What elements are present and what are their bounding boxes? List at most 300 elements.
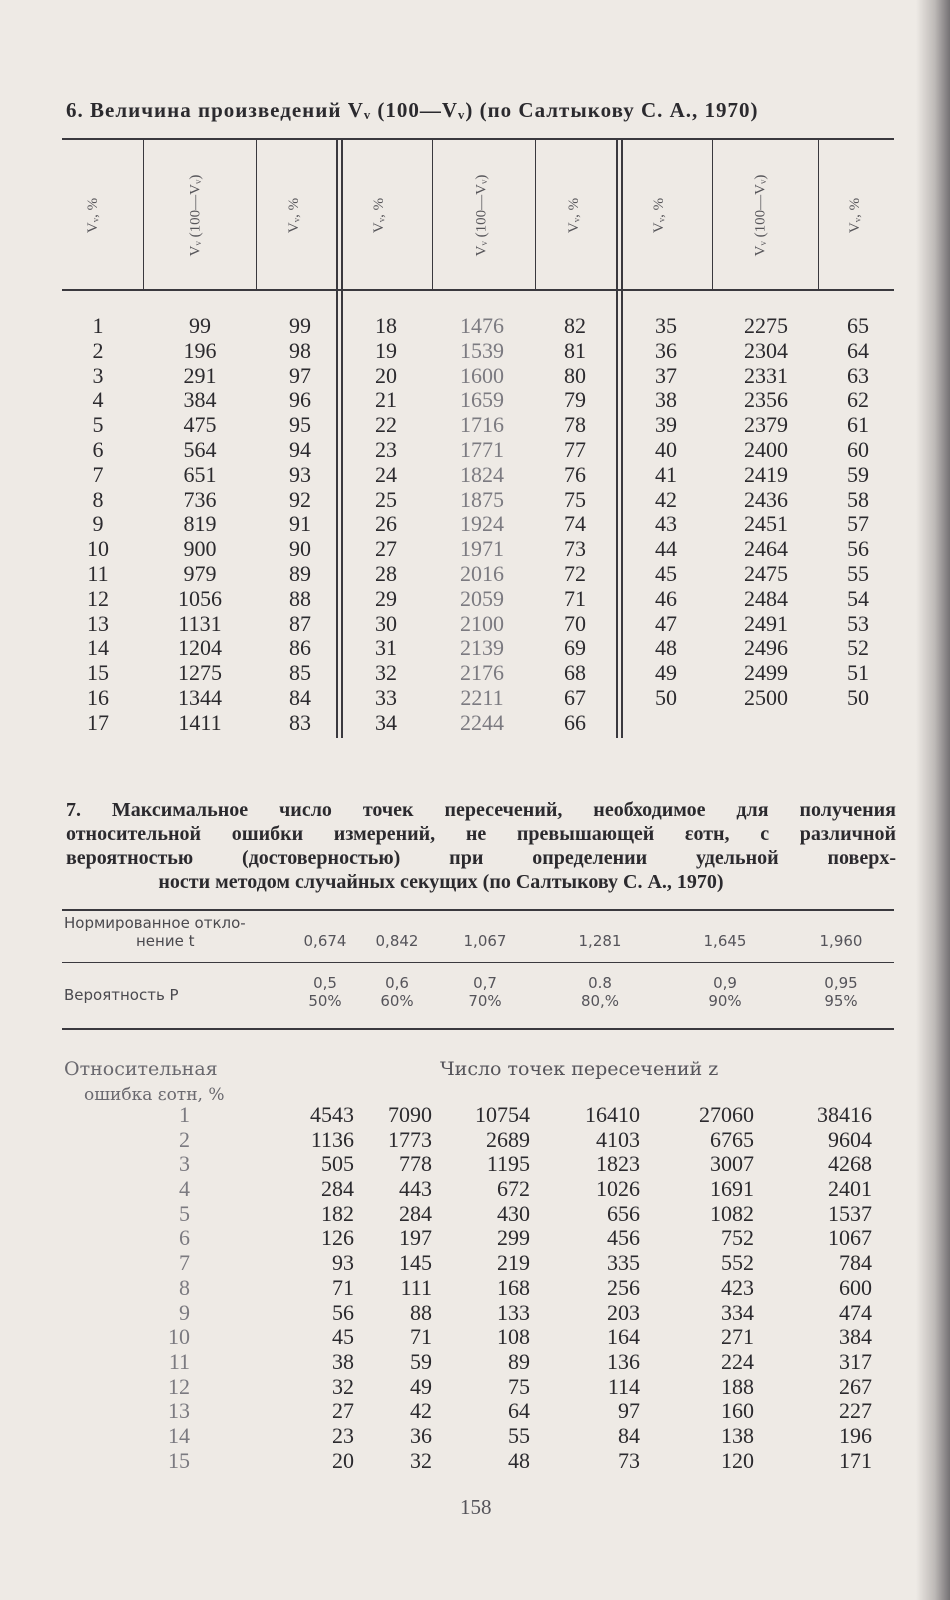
table-7-cell: 317	[839, 1348, 872, 1374]
table-6-cell: 95	[289, 412, 311, 438]
table-7-cell: 4103	[596, 1126, 640, 1152]
table-7-cell: 32	[332, 1373, 354, 1399]
table-6-cell: 564	[183, 436, 217, 462]
table-6-cell: 2304	[744, 337, 788, 363]
table-7-cell: 133	[497, 1299, 530, 1325]
table-6-header-cell: Vᵥ (100—Vᵥ)	[752, 174, 769, 256]
table-7-cell: 256	[607, 1274, 640, 1300]
table-6-cell: 475	[183, 412, 217, 438]
table-6-cell: 80	[564, 362, 586, 388]
table-7-cell: 2689	[486, 1126, 530, 1152]
table-6-cell: 2419	[744, 461, 788, 487]
table-7-cell: 456	[607, 1225, 640, 1251]
table-6-group-divider	[336, 140, 338, 738]
relative-error-label: ошибка εотн, %	[84, 1085, 225, 1105]
table-6-cell: 2211	[460, 684, 504, 710]
table-7-cell: 64	[508, 1398, 530, 1424]
table-7-cell: 84	[618, 1422, 640, 1448]
table-6-cell: 50	[655, 684, 677, 710]
table-6-cell: 89	[289, 560, 311, 586]
table-7-cell: 430	[497, 1200, 530, 1226]
table-6-cell: 979	[183, 560, 217, 586]
table-6-column	[450, 314, 514, 736]
table-6-cell: 72	[564, 560, 586, 586]
table-6-column	[162, 314, 238, 736]
table-7-cell: 299	[497, 1225, 530, 1251]
table-6-cell: 24	[375, 461, 397, 487]
table-6-cell: 48	[655, 635, 677, 661]
table-6-cell: 1875	[460, 486, 504, 512]
table-6-cell: 3	[92, 362, 104, 388]
table-6-cell: 58	[847, 486, 869, 512]
table-7-cell: 7090	[388, 1102, 432, 1127]
table-7-cell: 1773	[388, 1126, 432, 1152]
table-7-cell: 10754	[475, 1102, 530, 1127]
table-7-cell: 284	[321, 1176, 354, 1202]
table-7-column	[680, 1103, 754, 1473]
table-7-cell: 9604	[828, 1126, 872, 1152]
table-6-header-cell: Vᵥ (100—Vᵥ)	[187, 174, 204, 256]
probability-value: 0,6	[385, 974, 409, 992]
table-6-cell: 9	[92, 511, 104, 537]
table-6-cell: 34	[375, 709, 397, 735]
table-6-cell: 5	[92, 412, 104, 438]
table-6-cell: 1056	[178, 585, 222, 611]
table-6-cell: 62	[847, 387, 869, 413]
table-7-cell: 138	[721, 1422, 754, 1448]
table-6-cell: 1344	[178, 684, 222, 710]
table-6-cell: 32	[375, 660, 397, 686]
table-7-cell: 71	[332, 1274, 354, 1300]
page-number: 158	[460, 1495, 492, 1519]
table-6-cell: 2331	[744, 362, 788, 388]
table-7-title-line: 7. Максимальное число точек пересечений, необходимое для получения	[66, 799, 896, 821]
table-6-cell: 39	[655, 412, 677, 438]
table-6-cell: 97	[289, 362, 311, 388]
table-7-cell: 6765	[710, 1126, 754, 1152]
table-6-cell: 55	[847, 560, 869, 586]
table-6-cell: 64	[847, 337, 869, 363]
table-6-cell: 736	[183, 486, 217, 512]
table-7-cell: 188	[721, 1373, 754, 1399]
table-7-cell: 4268	[828, 1151, 872, 1177]
table-6-cell: 2	[92, 337, 104, 363]
table-6-cell: 59	[847, 461, 869, 487]
table-7-error-cell: 13	[168, 1398, 190, 1424]
table-6-cell: 35	[655, 313, 677, 338]
table-6-cell: 45	[655, 560, 677, 586]
table-6-cell: 21	[375, 387, 397, 413]
table-7-cell: 56	[332, 1299, 354, 1325]
table-6-header-rule	[62, 289, 894, 291]
table-6-cell: 1539	[460, 337, 504, 363]
table-6-cell: 196	[183, 337, 217, 363]
table-6-cell: 25	[375, 486, 397, 512]
table-6-cell: 99	[189, 313, 211, 338]
table-7-cell: 93	[332, 1250, 354, 1276]
table-6-cell: 56	[847, 536, 869, 562]
percent-value: 70%	[468, 992, 502, 1010]
table-6-cell: 83	[289, 709, 311, 735]
deviation-label: Нормированное откло-	[64, 914, 246, 932]
table-6-cell: 44	[655, 536, 677, 562]
table-6-cell: 51	[847, 660, 869, 686]
table-7-column	[566, 1103, 640, 1473]
table-7-cell: 120	[721, 1447, 754, 1473]
table-7-column	[374, 1103, 432, 1473]
table-7-cell: 97	[618, 1398, 640, 1424]
table-6-cell: 54	[847, 585, 869, 611]
table-7-error-cell: 3	[179, 1151, 190, 1177]
table-6-cell: 40	[655, 436, 677, 462]
probability-value: 0,95	[824, 974, 858, 992]
deviation-value: 1,960	[819, 932, 863, 950]
table-7-title-line: относительной ошибки измерений, не превышающей εотн, с различной	[66, 823, 896, 845]
table-6-divider	[432, 140, 433, 290]
table-6-cell: 10	[87, 536, 109, 562]
table-6-cell: 384	[183, 387, 217, 413]
table-7-cell: 1823	[596, 1151, 640, 1177]
table-6-cell: 78	[564, 412, 586, 438]
deviation-label: нение t	[136, 932, 195, 950]
table-7-cell: 284	[399, 1200, 432, 1226]
table-7-cell: 38	[332, 1348, 354, 1374]
table-6-divider	[256, 140, 257, 290]
table-7-cell: 182	[321, 1200, 354, 1226]
table-6-column	[364, 314, 408, 736]
table-7-cell: 75	[508, 1373, 530, 1399]
table-7-cell: 196	[839, 1422, 872, 1448]
table-6-header-cell: Vᵥ (100—Vᵥ)	[473, 174, 490, 256]
table-6-column	[836, 314, 880, 711]
table-6-cell: 17	[87, 709, 109, 735]
table-7-cell: 219	[497, 1250, 530, 1276]
table-7-cell: 23	[332, 1422, 354, 1448]
table-7-cell: 1026	[596, 1176, 640, 1202]
probability-value: 0,7	[473, 974, 497, 992]
table-6-cell: 2059	[460, 585, 504, 611]
table-6-cell: 47	[655, 610, 677, 636]
table-6-cell: 53	[847, 610, 869, 636]
table-7-cell: 384	[839, 1324, 872, 1350]
table-6-cell: 2139	[460, 635, 504, 661]
probability-value: 0.8	[588, 974, 612, 992]
table-6-column	[730, 314, 802, 711]
percent-value: 95%	[824, 992, 858, 1010]
table-7-cell: 752	[721, 1225, 754, 1251]
table-6-cell: 91	[289, 511, 311, 537]
table-7-cell: 114	[607, 1373, 640, 1399]
table-7-header-rule	[62, 1028, 894, 1030]
table-6-cell: 18	[375, 313, 397, 338]
table-7-cell: 27	[332, 1398, 354, 1424]
table-7-cell: 1537	[828, 1200, 872, 1226]
table-6-cell: 92	[289, 486, 311, 512]
table-7-cell: 88	[410, 1299, 432, 1325]
table-6-cell: 63	[847, 362, 869, 388]
table-7-cell: 1691	[710, 1176, 754, 1202]
table-7-cell: 16410	[585, 1102, 640, 1127]
table-6-cell: 2379	[744, 412, 788, 438]
table-7-cell: 160	[721, 1398, 754, 1424]
table-6-cell: 2499	[744, 660, 788, 686]
table-6-cell: 81	[564, 337, 586, 363]
table-6-cell: 11	[87, 560, 109, 586]
table-7-cell: 111	[400, 1274, 432, 1300]
table-6-cell: 42	[655, 486, 677, 512]
table-6-cell: 30	[375, 610, 397, 636]
table-7-top-rule	[62, 909, 894, 911]
table-7-cell: 42	[410, 1398, 432, 1424]
table-6-top-rule	[62, 138, 894, 140]
table-6-cell: 819	[183, 511, 217, 537]
probability-value: 0,5	[313, 974, 337, 992]
table-6-cell: 36	[655, 337, 677, 363]
table-7-cell: 48	[508, 1447, 530, 1473]
table-6-cell: 2436	[744, 486, 788, 512]
table-6-header-cell: Vᵥ, %	[286, 197, 303, 233]
table-7-error-cell: 15	[168, 1447, 190, 1473]
table-7-cell: 27060	[699, 1102, 754, 1127]
table-6-cell: 22	[375, 412, 397, 438]
table-7-error-cell: 5	[179, 1200, 190, 1226]
table-6-cell: 14	[87, 635, 109, 661]
table-6-header-cell: Vᵥ, %	[651, 197, 668, 233]
table-7-error-cell: 14	[168, 1422, 190, 1448]
table-6-cell: 29	[375, 585, 397, 611]
table-6-cell: 43	[655, 511, 677, 537]
table-6-cell: 66	[564, 709, 586, 735]
table-7-cell: 334	[721, 1299, 754, 1325]
table-6-cell: 99	[289, 313, 311, 338]
table-6-cell: 1275	[178, 660, 222, 686]
table-6-cell: 84	[289, 684, 311, 710]
table-6-cell: 7	[92, 461, 104, 487]
table-6-cell: 82	[564, 313, 586, 338]
table-7-cell: 59	[410, 1348, 432, 1374]
table-7-cell: 73	[618, 1447, 640, 1473]
table-6-cell: 67	[564, 684, 586, 710]
table-6-cell: 61	[847, 412, 869, 438]
probability-value: 0,9	[713, 974, 737, 992]
table-6-divider	[535, 140, 536, 290]
table-7-cell: 203	[607, 1299, 640, 1325]
table-7-cell: 1195	[486, 1151, 530, 1177]
table-7-column	[290, 1103, 354, 1473]
table-6-cell: 1476	[460, 313, 504, 338]
table-7-cell: 600	[839, 1274, 872, 1300]
table-6-cell: 98	[289, 337, 311, 363]
table-6-cell: 2176	[460, 660, 504, 686]
table-6-cell: 57	[847, 511, 869, 537]
table-6-cell: 2356	[744, 387, 788, 413]
table-7-cell: 55	[508, 1422, 530, 1448]
table-6-cell: 13	[87, 610, 109, 636]
table-6-divider	[712, 140, 713, 290]
table-6-cell: 23	[375, 436, 397, 462]
table-6-cell: 20	[375, 362, 397, 388]
table-6-cell: 1824	[460, 461, 504, 487]
table-6-cell: 65	[847, 313, 869, 338]
table-7-cell: 1067	[828, 1225, 872, 1251]
percent-value: 60%	[380, 992, 414, 1010]
table-6-cell: 26	[375, 511, 397, 537]
table-6-cell: 87	[289, 610, 311, 636]
table-7-cell: 784	[839, 1250, 872, 1276]
table-7-error-cell: 12	[168, 1373, 190, 1399]
table-6-cell: 94	[289, 436, 311, 462]
table-6-column	[553, 314, 597, 736]
table-6-cell: 37	[655, 362, 677, 388]
probability-label: Вероятность P	[64, 986, 179, 1004]
table-6-cell: 1771	[460, 436, 504, 462]
table-7-cell: 1082	[710, 1200, 754, 1226]
table-7-cell: 136	[607, 1348, 640, 1374]
table-6-cell: 651	[183, 461, 217, 487]
table-6-cell: 75	[564, 486, 586, 512]
table-6-cell: 8	[92, 486, 104, 512]
table-7-cell: 32	[410, 1447, 432, 1473]
table-6-cell: 1	[92, 313, 104, 338]
table-6-cell: 2451	[744, 511, 788, 537]
table-6-cell: 88	[289, 585, 311, 611]
table-7-cell: 38416	[817, 1102, 872, 1127]
table-7-cell: 71	[410, 1324, 432, 1350]
table-7-cell: 3007	[710, 1151, 754, 1177]
table-7-cell: 443	[399, 1176, 432, 1202]
table-7-title-line: ности методом случайных секущих (по Салтыкову С. А., 1970)	[158, 871, 724, 893]
table-6-group-divider	[616, 140, 618, 738]
table-7-error-cell: 2	[179, 1126, 190, 1152]
table-7-cell: 145	[399, 1250, 432, 1276]
table-6-cell: 6	[92, 436, 104, 462]
table-7-cell: 227	[839, 1398, 872, 1424]
table-6-cell: 2016	[460, 560, 504, 586]
table-6-header-cell: Vᵥ, %	[371, 197, 388, 233]
table-6-cell: 4	[92, 387, 104, 413]
table-7-error-cell: 11	[168, 1348, 190, 1374]
table-7-cell: 1136	[310, 1126, 354, 1152]
table-6-cell: 2275	[744, 313, 788, 338]
table-7-error-cell: 7	[179, 1250, 190, 1276]
table-6-cell: 2496	[744, 635, 788, 661]
table-7-error-column	[150, 1103, 190, 1473]
table-7-cell: 108	[497, 1324, 530, 1350]
table-6-header-cell: Vᵥ, %	[847, 197, 864, 233]
table-6-cell: 1600	[460, 362, 504, 388]
table-6-cell: 71	[564, 585, 586, 611]
table-6-cell: 19	[375, 337, 397, 363]
relative-error-label: Относительная	[64, 1058, 218, 1080]
table-6-cell: 68	[564, 660, 586, 686]
table-6-cell: 12	[87, 585, 109, 611]
table-6-cell: 2464	[744, 536, 788, 562]
table-6-cell: 31	[375, 635, 397, 661]
percent-value: 80,%	[580, 992, 620, 1010]
table-6-cell: 1131	[178, 610, 222, 636]
table-6-column	[278, 314, 322, 736]
table-6-cell: 86	[289, 635, 311, 661]
table-6-cell: 1659	[460, 387, 504, 413]
table-6-cell: 15	[87, 660, 109, 686]
table-6-cell: 96	[289, 387, 311, 413]
table-7-error-cell: 1	[179, 1102, 190, 1127]
table-7-cell: 36	[410, 1422, 432, 1448]
table-7-cell: 89	[508, 1348, 530, 1374]
deviation-value: 1,067	[463, 932, 507, 950]
table-7-row-rule	[62, 962, 894, 963]
percent-value: 50%	[308, 992, 342, 1010]
table-7-cell: 552	[721, 1250, 754, 1276]
table-6-cell: 38	[655, 387, 677, 413]
table-6-cell: 85	[289, 660, 311, 686]
table-7-cell: 267	[839, 1373, 872, 1399]
table-6-column	[644, 314, 688, 711]
table-6-cell: 1924	[460, 511, 504, 537]
percent-value: 90%	[708, 992, 742, 1010]
table-7-cell: 505	[321, 1151, 354, 1177]
table-7-cell: 423	[721, 1274, 754, 1300]
table-7-cell: 335	[607, 1250, 640, 1276]
table-7-error-cell: 9	[179, 1299, 190, 1325]
table-6-cell: 46	[655, 585, 677, 611]
deviation-value: 1,281	[578, 932, 622, 950]
table-7-cell: 271	[721, 1324, 754, 1350]
table-6-divider	[818, 140, 819, 290]
table-6-cell: 2100	[460, 610, 504, 636]
table-6-cell: 2491	[744, 610, 788, 636]
table-6-cell: 2500	[744, 684, 788, 710]
table-6-cell: 28	[375, 560, 397, 586]
table-6-cell: 60	[847, 436, 869, 462]
table-7-error-cell: 6	[179, 1225, 190, 1251]
table-6-cell: 93	[289, 461, 311, 487]
table-7-cell: 126	[321, 1225, 354, 1251]
table-6-cell: 2400	[744, 436, 788, 462]
table-6-cell: 1716	[460, 412, 504, 438]
table-6-cell: 49	[655, 660, 677, 686]
table-7-title	[66, 798, 896, 894]
table-7-cell: 672	[497, 1176, 530, 1202]
table-6-cell: 52	[847, 635, 869, 661]
table-6-cell: 900	[183, 536, 217, 562]
table-7-cell: 49	[410, 1373, 432, 1399]
table-7-cell: 474	[839, 1299, 872, 1325]
table-7-title-line: вероятностью (достоверностью) при определении удельной поверх-	[66, 847, 896, 869]
intersection-count-label: Число точек пересечений z	[440, 1058, 719, 1080]
table-6-cell: 1411	[178, 709, 222, 735]
table-6-title: 6. Величина произведений Vᵥ (100—Vᵥ) (по Салтыкову С. А., 1970)	[66, 98, 759, 122]
table-7-cell: 20	[332, 1447, 354, 1473]
table-6-header-cell: Vᵥ, %	[85, 197, 102, 233]
deviation-value: 1,645	[703, 932, 747, 950]
table-6-cell: 27	[375, 536, 397, 562]
table-6-cell: 77	[564, 436, 586, 462]
table-7-error-cell: 8	[179, 1274, 190, 1300]
table-7-cell: 45	[332, 1324, 354, 1350]
table-6-cell: 41	[655, 461, 677, 487]
table-7-cell: 168	[497, 1274, 530, 1300]
table-7-cell: 4543	[310, 1102, 354, 1127]
table-7-cell: 197	[399, 1225, 432, 1251]
table-6-cell: 73	[564, 536, 586, 562]
table-7-cell: 778	[399, 1151, 432, 1177]
table-6-cell: 1971	[460, 536, 504, 562]
table-7-column	[456, 1103, 530, 1473]
deviation-value: 0,842	[375, 932, 419, 950]
table-7-cell: 164	[607, 1324, 640, 1350]
table-6-header-cell: Vᵥ, %	[566, 197, 583, 233]
